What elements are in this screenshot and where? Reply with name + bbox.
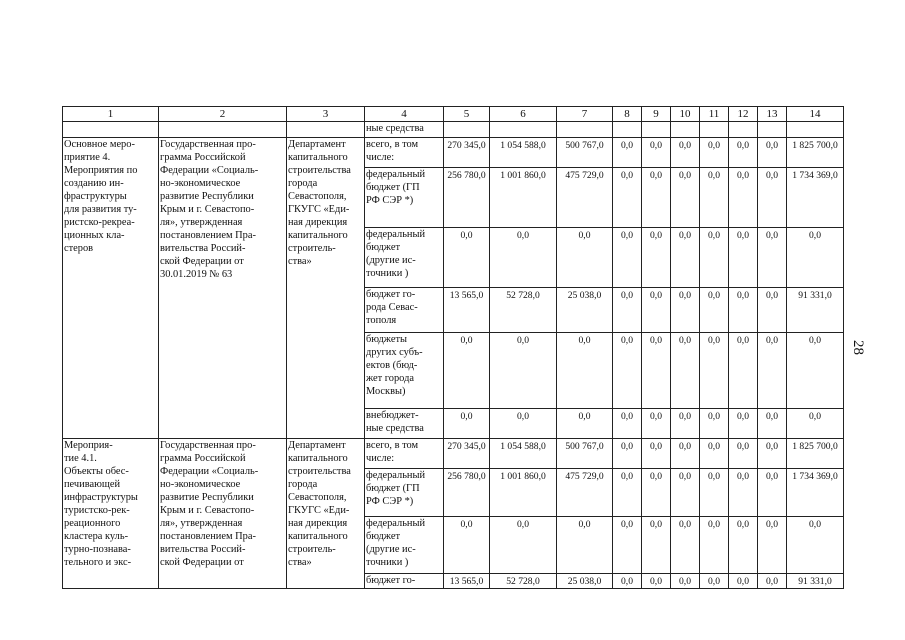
value-cell xyxy=(557,439,613,469)
value-cell xyxy=(613,517,642,574)
value-cell-text: 0,0 xyxy=(809,411,821,422)
value-cell xyxy=(613,168,642,228)
value-cell-text: 0,0 xyxy=(766,170,778,181)
value-cell xyxy=(729,574,758,589)
measure-name-cell xyxy=(63,138,159,439)
value-cell xyxy=(787,288,844,333)
value-cell xyxy=(642,138,671,168)
value-cell xyxy=(758,409,787,439)
continuation-empty-cell xyxy=(642,122,671,138)
continuation-empty-cell xyxy=(557,122,613,138)
executor-cell xyxy=(287,138,365,439)
value-cell-text: 25 038,0 xyxy=(567,290,602,301)
program-cell xyxy=(159,138,287,439)
header-cell-1 xyxy=(63,107,159,122)
funding-source-cell xyxy=(365,228,444,288)
value-cell-text: 0,0 xyxy=(650,140,662,151)
value-cell-text: 0,0 xyxy=(766,519,778,530)
continuation-empty-cell xyxy=(671,122,700,138)
value-cell xyxy=(758,469,787,517)
value-cell-text: 0,0 xyxy=(517,411,529,422)
value-cell xyxy=(787,574,844,589)
value-cell xyxy=(729,138,758,168)
header-cell-9-text: 9 xyxy=(653,107,659,120)
value-cell xyxy=(490,333,557,409)
value-cell xyxy=(444,409,490,439)
value-cell-text: 0,0 xyxy=(621,230,633,241)
funding-source-cell xyxy=(365,138,444,168)
value-cell xyxy=(787,138,844,168)
header-cell-4 xyxy=(365,107,444,122)
value-cell xyxy=(787,517,844,574)
value-cell-text: 1 825 700,0 xyxy=(792,140,838,151)
value-cell-text: 1 054 588,0 xyxy=(500,140,546,151)
value-cell-text: 0,0 xyxy=(766,230,778,241)
value-cell xyxy=(700,469,729,517)
funding-source-cell-text: бюджет го- рода Севас- тополя xyxy=(366,289,418,326)
continuation-empty-cell xyxy=(63,122,159,138)
value-cell-text: 0,0 xyxy=(708,471,720,482)
continuation-empty-cell xyxy=(159,122,287,138)
funding-source-cell xyxy=(365,439,444,469)
value-cell-text: 0,0 xyxy=(766,411,778,422)
value-cell xyxy=(729,288,758,333)
value-cell-text: 0,0 xyxy=(679,471,691,482)
value-cell-text: 0,0 xyxy=(737,441,749,452)
value-cell xyxy=(671,409,700,439)
value-cell xyxy=(758,574,787,589)
value-cell-text: 270 345,0 xyxy=(447,140,486,151)
value-cell xyxy=(444,138,490,168)
value-cell-text: 0,0 xyxy=(621,441,633,452)
value-cell xyxy=(787,439,844,469)
table-row xyxy=(63,439,844,469)
value-cell-text: 0,0 xyxy=(517,230,529,241)
value-cell xyxy=(613,469,642,517)
value-cell xyxy=(700,439,729,469)
value-cell xyxy=(729,333,758,409)
value-cell-text: 0,0 xyxy=(679,576,691,587)
value-cell xyxy=(671,333,700,409)
value-cell xyxy=(490,469,557,517)
value-cell xyxy=(671,439,700,469)
value-cell xyxy=(700,333,729,409)
value-cell-text: 0,0 xyxy=(708,170,720,181)
value-cell xyxy=(729,517,758,574)
value-cell xyxy=(758,439,787,469)
value-cell-text: 0,0 xyxy=(679,411,691,422)
value-cell-text: 0,0 xyxy=(578,230,591,241)
value-cell-text: 0,0 xyxy=(708,230,720,241)
funding-source-cell-text: всего, в том числе: xyxy=(366,440,419,464)
value-cell xyxy=(642,574,671,589)
funding-source-cell-text: бюджеты других субъ- ектов (бюд- жет города Москвы) xyxy=(366,334,423,397)
value-cell-text: 0,0 xyxy=(737,471,749,482)
value-cell-text: 0,0 xyxy=(708,441,720,452)
header-cell-10 xyxy=(671,107,700,122)
value-cell xyxy=(642,439,671,469)
value-cell xyxy=(787,469,844,517)
value-cell xyxy=(787,409,844,439)
page-number: 28 xyxy=(850,340,866,355)
value-cell-text: 0,0 xyxy=(650,170,662,181)
value-cell xyxy=(642,469,671,517)
header-cell-14 xyxy=(787,107,844,122)
table-row xyxy=(63,138,844,168)
value-cell-text: 500 767,0 xyxy=(565,441,604,452)
header-cell-6 xyxy=(490,107,557,122)
value-cell-text: 0,0 xyxy=(737,170,749,181)
value-cell xyxy=(700,138,729,168)
header-cell-12 xyxy=(729,107,758,122)
value-cell xyxy=(787,228,844,288)
value-cell-text: 0,0 xyxy=(650,290,662,301)
value-cell xyxy=(613,574,642,589)
header-cell-2 xyxy=(159,107,287,122)
value-cell xyxy=(642,228,671,288)
value-cell xyxy=(613,439,642,469)
value-cell-text: 0,0 xyxy=(679,170,691,181)
value-cell xyxy=(671,574,700,589)
value-cell-text: 256 780,0 xyxy=(447,170,486,181)
value-cell-text: 0,0 xyxy=(809,230,821,241)
header-cell-8-text: 8 xyxy=(624,107,630,120)
value-cell xyxy=(758,517,787,574)
header-cell-1-text: 1 xyxy=(107,107,114,120)
value-cell xyxy=(444,517,490,574)
program-cell-text: Государственная про- грамма Российской Федерации «Социаль- но-экономическое развитие Республики Крым и г. Севастопо- ля», утвержденная постановлением Пра- вительства Россий- ской Федерации от xyxy=(160,440,259,568)
header-cell-11 xyxy=(700,107,729,122)
continuation-empty-cell xyxy=(490,122,557,138)
value-cell-text: 0,0 xyxy=(809,519,821,530)
continuation-empty-cell xyxy=(613,122,642,138)
funding-source-cell xyxy=(365,288,444,333)
funding-source-cell-text: бюджет го- xyxy=(366,575,416,586)
value-cell xyxy=(613,138,642,168)
header-cell-9 xyxy=(642,107,671,122)
funding-source-cell-text: федеральный бюджет (ГП РФ СЭР *) xyxy=(366,169,426,206)
continuation-source-cell-text: ные средства xyxy=(366,123,424,134)
continuation-row xyxy=(63,122,844,138)
value-cell xyxy=(671,138,700,168)
value-cell-text: 0,0 xyxy=(766,140,778,151)
value-cell-text: 0,0 xyxy=(679,441,691,452)
value-cell xyxy=(700,228,729,288)
funding-source-cell xyxy=(365,517,444,574)
value-cell-text: 0,0 xyxy=(708,519,720,530)
value-cell xyxy=(729,228,758,288)
header-cell-12-text: 12 xyxy=(737,107,749,120)
value-cell-text: 0,0 xyxy=(621,576,633,587)
value-cell-text: 0,0 xyxy=(737,290,749,301)
value-cell xyxy=(700,168,729,228)
funding-source-cell-text: федеральный бюджет (другие ис- точники ) xyxy=(366,518,426,568)
funding-source-cell-text: федеральный бюджет (другие ис- точники ) xyxy=(366,229,426,279)
value-cell-text: 475 729,0 xyxy=(565,170,604,181)
value-cell xyxy=(729,409,758,439)
value-cell xyxy=(671,469,700,517)
value-cell-text: 0,0 xyxy=(679,290,691,301)
value-cell xyxy=(700,288,729,333)
executor-cell xyxy=(287,439,365,589)
value-cell xyxy=(671,517,700,574)
continuation-empty-cell xyxy=(700,122,729,138)
value-cell-text: 475 729,0 xyxy=(565,471,604,482)
header-cell-14-text: 14 xyxy=(809,107,821,120)
value-cell xyxy=(700,574,729,589)
header-cell-5-text: 5 xyxy=(463,107,470,120)
value-cell xyxy=(557,333,613,409)
value-cell-text: 0,0 xyxy=(578,519,591,530)
value-cell-text: 0,0 xyxy=(621,170,633,181)
value-cell xyxy=(490,228,557,288)
value-cell xyxy=(490,574,557,589)
header-cell-8 xyxy=(613,107,642,122)
header-cell-2-text: 2 xyxy=(219,107,226,120)
value-cell xyxy=(613,288,642,333)
value-cell-text: 0,0 xyxy=(679,335,691,346)
value-cell xyxy=(642,168,671,228)
value-cell-text: 500 767,0 xyxy=(565,140,604,151)
value-cell-text: 0,0 xyxy=(737,411,749,422)
measure-name-cell-text: Основное меро- приятие 4. Мероприятия по созданию ин- фраструктуры для развития ту- ристско-рекреа- ционных кла- стеров xyxy=(64,139,138,254)
value-cell-text: 91 331,0 xyxy=(798,290,832,301)
funding-source-cell xyxy=(365,409,444,439)
value-cell-text: 0,0 xyxy=(809,335,821,346)
header-cell-7-text: 7 xyxy=(581,107,588,120)
value-cell-text: 0,0 xyxy=(737,335,749,346)
value-cell xyxy=(557,469,613,517)
continuation-empty-cell xyxy=(787,122,844,138)
value-cell-text: 0,0 xyxy=(460,411,473,422)
funding-source-cell-text: всего, в том числе: xyxy=(366,139,419,163)
funding-source-cell xyxy=(365,469,444,517)
value-cell-text: 0,0 xyxy=(621,335,633,346)
value-cell-text: 0,0 xyxy=(766,335,778,346)
value-cell-text: 0,0 xyxy=(708,290,720,301)
value-cell-text: 0,0 xyxy=(460,230,473,241)
header-cell-11-text: 11 xyxy=(708,107,720,120)
value-cell xyxy=(700,517,729,574)
value-cell-text: 0,0 xyxy=(578,335,591,346)
value-cell xyxy=(490,168,557,228)
value-cell-text: 0,0 xyxy=(460,335,473,346)
value-cell-text: 0,0 xyxy=(708,140,720,151)
value-cell xyxy=(613,333,642,409)
value-cell-text: 256 780,0 xyxy=(447,471,486,482)
value-cell-text: 0,0 xyxy=(621,290,633,301)
value-cell xyxy=(557,574,613,589)
value-cell-text: 52 728,0 xyxy=(506,290,540,301)
header-cell-3 xyxy=(287,107,365,122)
value-cell-text: 0,0 xyxy=(679,230,691,241)
value-cell-text: 13 565,0 xyxy=(449,576,484,587)
value-cell-text: 270 345,0 xyxy=(447,441,486,452)
value-cell xyxy=(490,409,557,439)
value-cell-text: 0,0 xyxy=(621,411,633,422)
value-cell xyxy=(729,168,758,228)
value-cell-text: 0,0 xyxy=(621,140,633,151)
continuation-source-cell xyxy=(365,122,444,138)
value-cell xyxy=(758,228,787,288)
value-cell-text: 0,0 xyxy=(650,230,662,241)
value-cell xyxy=(557,288,613,333)
value-cell-text: 0,0 xyxy=(679,519,691,530)
header-cell-6-text: 6 xyxy=(520,107,526,120)
value-cell-text: 0,0 xyxy=(650,576,662,587)
value-cell-text: 0,0 xyxy=(650,441,662,452)
value-cell-text: 0,0 xyxy=(621,471,633,482)
continuation-empty-cell xyxy=(729,122,758,138)
value-cell-text: 1 825 700,0 xyxy=(792,441,838,452)
value-cell xyxy=(758,333,787,409)
funding-source-cell-text: внебюджет- ные средства xyxy=(366,410,424,434)
value-cell xyxy=(642,333,671,409)
value-cell xyxy=(613,409,642,439)
value-cell-text: 0,0 xyxy=(737,230,749,241)
program-cell xyxy=(159,439,287,589)
value-cell xyxy=(557,409,613,439)
funding-source-cell xyxy=(365,168,444,228)
value-cell-text: 0,0 xyxy=(517,519,529,530)
value-cell xyxy=(758,288,787,333)
value-cell xyxy=(557,138,613,168)
funding-source-cell xyxy=(365,574,444,589)
executor-cell-text: Департамент капитального строительства города Севастополя, ГКУГС «Еди- ная дирекция капитального строитель- ства» xyxy=(288,440,351,568)
value-cell-text: 0,0 xyxy=(708,335,720,346)
value-cell xyxy=(729,469,758,517)
header-cell-4-text: 4 xyxy=(401,107,407,120)
value-cell xyxy=(444,574,490,589)
funding-source-cell xyxy=(365,333,444,409)
header-row xyxy=(63,107,844,122)
value-cell-text: 1 001 860,0 xyxy=(500,471,546,482)
value-cell-text: 52 728,0 xyxy=(506,576,540,587)
funding-source-cell-text: федеральный бюджет (ГП РФ СЭР *) xyxy=(366,470,426,507)
value-cell-text: 0,0 xyxy=(679,140,691,151)
value-cell xyxy=(557,517,613,574)
value-cell xyxy=(613,228,642,288)
value-cell xyxy=(642,517,671,574)
value-cell xyxy=(787,333,844,409)
header-cell-5 xyxy=(444,107,490,122)
value-cell xyxy=(671,168,700,228)
header-cell-13 xyxy=(758,107,787,122)
header-cell-7 xyxy=(557,107,613,122)
value-cell-text: 0,0 xyxy=(708,576,720,587)
value-cell xyxy=(444,168,490,228)
measure-name-cell-text: Мероприя- тие 4.1. Объекты обес- печивающей инфраструктуры туристско-рек- реационного кластера куль- турно-познава- тельного и экс- xyxy=(64,440,138,568)
header-cell-10-text: 10 xyxy=(679,107,691,120)
value-cell xyxy=(444,228,490,288)
value-cell xyxy=(490,517,557,574)
value-cell-text: 1 734 369,0 xyxy=(792,471,838,482)
budget-table xyxy=(62,106,844,589)
value-cell xyxy=(490,288,557,333)
value-cell-text: 25 038,0 xyxy=(567,576,602,587)
value-cell-text: 0,0 xyxy=(578,411,591,422)
value-cell-text: 0,0 xyxy=(460,519,473,530)
value-cell xyxy=(557,168,613,228)
value-cell-text: 0,0 xyxy=(650,411,662,422)
continuation-empty-cell xyxy=(444,122,490,138)
value-cell xyxy=(444,333,490,409)
value-cell-text: 0,0 xyxy=(650,335,662,346)
value-cell-text: 0,0 xyxy=(766,290,778,301)
value-cell-text: 0,0 xyxy=(766,441,778,452)
value-cell xyxy=(758,168,787,228)
value-cell-text: 0,0 xyxy=(708,411,720,422)
value-cell-text: 0,0 xyxy=(766,576,778,587)
value-cell-text: 1 734 369,0 xyxy=(792,170,838,181)
value-cell-text: 0,0 xyxy=(650,519,662,530)
header-cell-13-text: 13 xyxy=(766,107,778,120)
value-cell xyxy=(758,138,787,168)
value-cell-text: 0,0 xyxy=(621,519,633,530)
measure-name-cell xyxy=(63,439,159,589)
value-cell xyxy=(490,439,557,469)
value-cell-text: 0,0 xyxy=(737,519,749,530)
value-cell-text: 0,0 xyxy=(766,471,778,482)
value-cell xyxy=(642,409,671,439)
value-cell-text: 0,0 xyxy=(650,471,662,482)
executor-cell-text: Департамент капитального строительства города Севастополя, ГКУГС «Еди- ная дирекция капитального строитель- ства» xyxy=(288,139,351,267)
header-cell-3-text: 3 xyxy=(322,107,329,120)
value-cell xyxy=(490,138,557,168)
value-cell-text: 13 565,0 xyxy=(449,290,484,301)
value-cell xyxy=(444,288,490,333)
continuation-empty-cell xyxy=(758,122,787,138)
value-cell-text: 1 054 588,0 xyxy=(500,441,546,452)
value-cell xyxy=(444,469,490,517)
value-cell xyxy=(787,168,844,228)
value-cell xyxy=(671,288,700,333)
value-cell xyxy=(671,228,700,288)
program-cell-text: Государственная про- грамма Российской Федерации «Социаль- но-экономическое развитие Республики Крым и г. Севастопо- ля», утвержденная постановлением Пра- вительства Россий- ской Федерации от 30.01.2019 № 63 xyxy=(160,139,259,280)
value-cell xyxy=(642,288,671,333)
value-cell-text: 1 001 860,0 xyxy=(500,170,546,181)
continuation-empty-cell xyxy=(287,122,365,138)
value-cell xyxy=(700,409,729,439)
value-cell-text: 0,0 xyxy=(517,335,529,346)
value-cell-text: 0,0 xyxy=(737,140,749,151)
value-cell-text: 91 331,0 xyxy=(798,576,832,587)
value-cell xyxy=(444,439,490,469)
value-cell xyxy=(729,439,758,469)
value-cell xyxy=(557,228,613,288)
value-cell-text: 0,0 xyxy=(737,576,749,587)
